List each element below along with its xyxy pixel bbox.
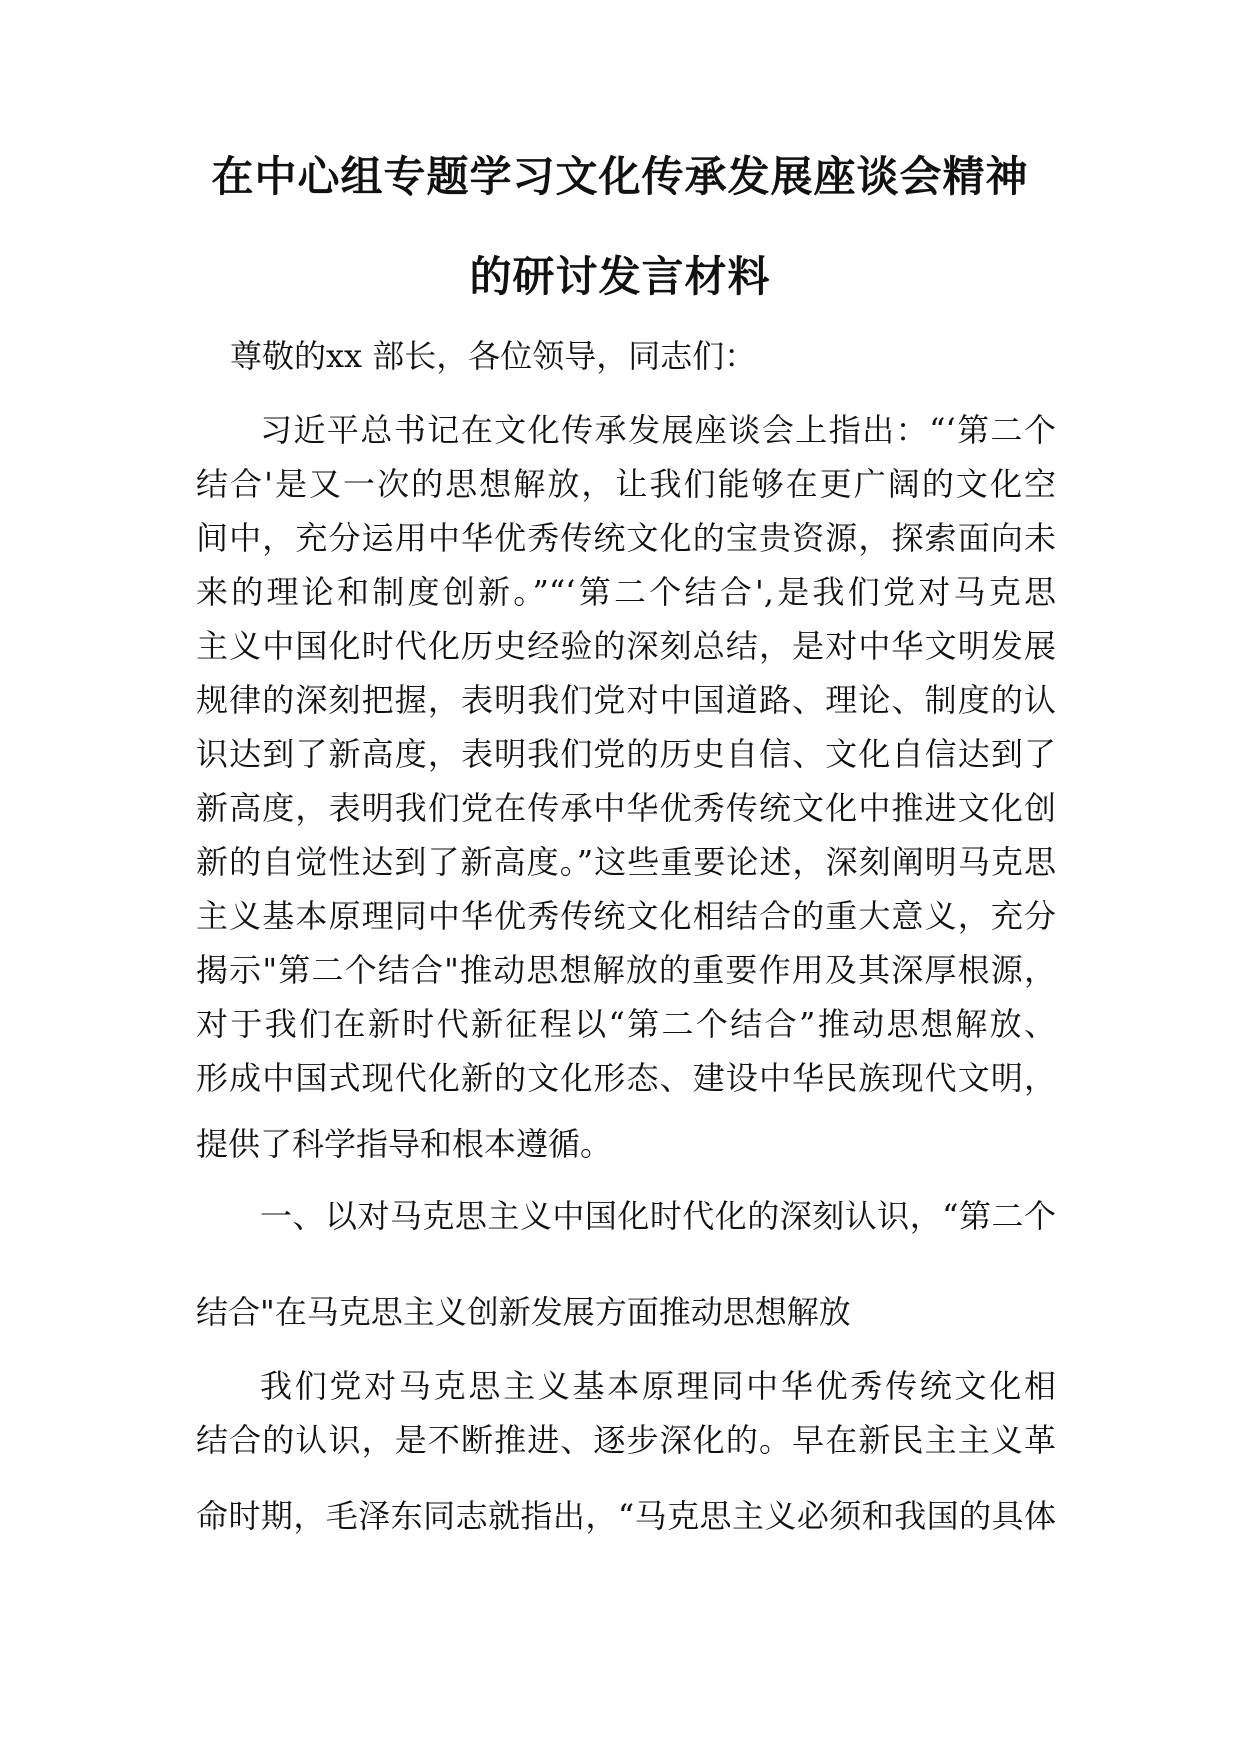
paragraph-line: 对于我们在新时代新征程以“第二个结合”推动思想解放、 bbox=[196, 1005, 1056, 1043]
paragraph-line: 间中，充分运用中华优秀传统文化的宝贵资源，探索面向未 bbox=[196, 519, 1056, 557]
paragraph-line: 揭示"第二个结合"推动思想解放的重要作用及其深厚根源， bbox=[196, 951, 1056, 989]
paragraph-line: 提供了科学指导和根本遵循。 bbox=[196, 1125, 613, 1163]
paragraph-line: 主义基本原理同中华优秀传统文化相结合的重大意义，充分 bbox=[196, 897, 1056, 935]
paragraph-line: 结合'是又一次的思想解放，让我们能够在更广阔的文化空 bbox=[196, 465, 1056, 503]
salutation: 尊敬的xx 部长，各位领导，同志们： bbox=[230, 337, 757, 375]
section-heading-line: 一、以对马克思主义中国化时代化的深刻认识，“第二个 bbox=[260, 1197, 1056, 1235]
paragraph-line: 新的自觉性达到了新高度。”这些重要论述，深刻阐明马克思 bbox=[196, 843, 1056, 881]
paragraph-line: 规律的深刻把握，表明我们党对中国道路、理论、制度的认 bbox=[196, 681, 1056, 719]
paragraph-line: 新高度，表明我们党在传承中华优秀传统文化中推进文化创 bbox=[196, 789, 1056, 827]
paragraph-line: 来的理论和制度创新。”“‘第二个结合',是我们党对马克思 bbox=[196, 573, 1056, 611]
paragraph-line: 主义中国化时代化历史经验的深刻总结，是对中华文明发展 bbox=[196, 627, 1056, 665]
section-heading-line: 结合"在马克思主义创新发展方面推动思想解放 bbox=[196, 1293, 851, 1331]
paragraph-line: 习近平总书记在文化传承发展座谈会上指出：“‘第二个 bbox=[260, 411, 1056, 449]
paragraph-line: 形成中国式现代化新的文化形态、建设中华民族现代文明， bbox=[196, 1059, 1056, 1097]
paragraph-line: 识达到了新高度，表明我们党的历史自信、文化自信达到了 bbox=[196, 735, 1056, 773]
paragraph-line: 结合的认识，是不断推进、逐步深化的。早在新民主主义革 bbox=[196, 1421, 1056, 1459]
paragraph-line: 我们党对马克思主义基本原理同中华优秀传统文化相 bbox=[260, 1367, 1056, 1405]
paragraph-line: 命时期，毛泽东同志就指出，“马克思主义必须和我国的具体 bbox=[196, 1497, 1056, 1535]
title-line-2: 的研讨发言材料 bbox=[469, 252, 771, 301]
title-line-1: 在中心组专题学习文化传承发展座谈会精神 bbox=[211, 152, 1029, 201]
